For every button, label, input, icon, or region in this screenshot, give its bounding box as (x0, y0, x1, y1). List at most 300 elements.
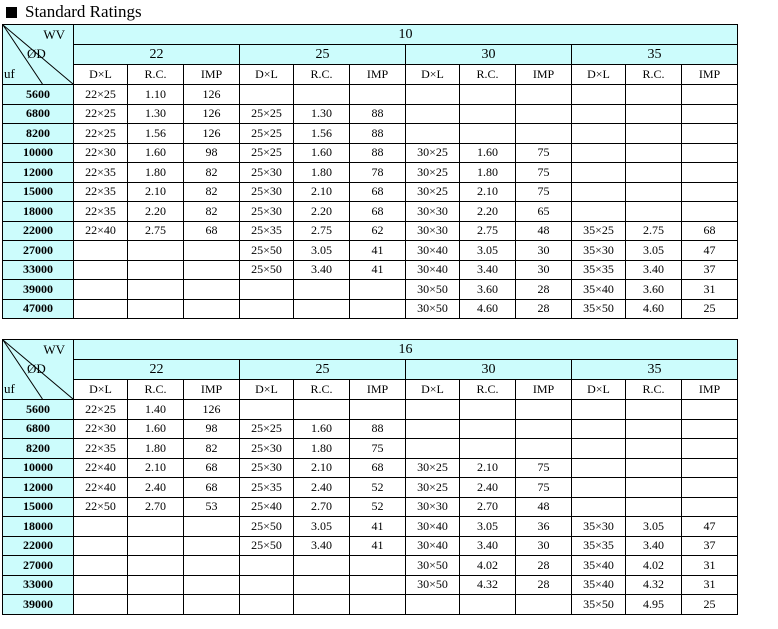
data-cell: 25×25 (240, 104, 294, 124)
data-cell: 126 (184, 400, 240, 420)
table-row (3, 478, 738, 498)
data-cell: 30×25 (406, 143, 460, 163)
table-row (3, 85, 738, 105)
data-cell: 1.30 (128, 104, 184, 124)
data-cell: 3.05 (460, 517, 516, 537)
data-cell (74, 299, 128, 319)
data-cell: 25×50 (240, 260, 294, 280)
data-cell: 28 (516, 280, 572, 300)
data-cell: 41 (350, 241, 406, 261)
table-row (3, 221, 738, 241)
data-cell (626, 124, 682, 144)
data-cell: 4.60 (626, 299, 682, 319)
data-cell (626, 143, 682, 163)
data-cell: 22×50 (74, 497, 128, 517)
capacitance-cell: 6800 (3, 419, 74, 439)
data-cell: 3.40 (460, 260, 516, 280)
capacitance-cell: 10000 (3, 143, 74, 163)
table-row (3, 104, 738, 124)
data-cell: 35×40 (572, 280, 626, 300)
capacitance-cell: 27000 (3, 241, 74, 261)
table-row (3, 163, 738, 183)
data-cell: 82 (184, 202, 240, 222)
corner-uf-label: uf (4, 66, 15, 81)
wv-header-row (3, 25, 738, 45)
data-cell (572, 163, 626, 183)
data-cell: 1.60 (294, 419, 350, 439)
data-cell: 1.60 (128, 419, 184, 439)
data-cell: 2.40 (294, 478, 350, 498)
data-cell: 88 (350, 419, 406, 439)
data-cell: 30×40 (406, 241, 460, 261)
data-cell: 4.32 (460, 575, 516, 595)
data-cell (74, 241, 128, 261)
table-row (3, 400, 738, 420)
data-cell: 35×30 (572, 241, 626, 261)
data-cell: 88 (350, 124, 406, 144)
data-cell: 25×30 (240, 458, 294, 478)
corner-uf-label: uf (4, 381, 15, 396)
data-cell (406, 104, 460, 124)
table-row (3, 439, 738, 459)
data-cell: 35×35 (572, 536, 626, 556)
capacitance-cell: 5600 (3, 400, 74, 420)
data-cell: 35×50 (572, 595, 626, 615)
subheader-cell: R.C. (460, 65, 516, 85)
data-cell: 25×25 (240, 143, 294, 163)
data-cell: 1.80 (294, 439, 350, 459)
data-cell (572, 400, 626, 420)
data-cell: 4.02 (460, 556, 516, 576)
data-cell (460, 85, 516, 105)
table-row (3, 124, 738, 144)
data-cell (682, 104, 738, 124)
data-cell: 37 (682, 536, 738, 556)
capacitance-cell: 12000 (3, 163, 74, 183)
data-cell (572, 478, 626, 498)
data-cell (682, 439, 738, 459)
data-cell: 2.70 (128, 497, 184, 517)
data-cell: 22×25 (74, 104, 128, 124)
data-cell: 25×30 (240, 202, 294, 222)
data-cell (350, 85, 406, 105)
table-row (3, 595, 738, 615)
data-cell: 2.20 (294, 202, 350, 222)
data-cell: 36 (516, 517, 572, 537)
data-cell: 25×50 (240, 536, 294, 556)
data-cell: 4.32 (626, 575, 682, 595)
data-cell (128, 536, 184, 556)
wv-header-row (3, 340, 738, 360)
subheader-cell: IMP (184, 380, 240, 400)
data-cell (682, 163, 738, 183)
corner-header-cell (3, 340, 74, 400)
wv-value-cell: 16 (74, 340, 738, 360)
data-cell: 4.95 (626, 595, 682, 615)
data-cell (572, 85, 626, 105)
data-cell: 52 (350, 478, 406, 498)
data-cell: 1.80 (128, 163, 184, 183)
data-cell (460, 104, 516, 124)
data-cell: 1.40 (128, 400, 184, 420)
diameter-header-cell: 22 (74, 45, 240, 65)
table-row (3, 517, 738, 537)
data-cell (626, 478, 682, 498)
data-cell: 2.75 (128, 221, 184, 241)
capacitance-cell: 18000 (3, 202, 74, 222)
table-row (3, 458, 738, 478)
table-row (3, 575, 738, 595)
data-cell: 1.56 (294, 124, 350, 144)
data-cell (626, 439, 682, 459)
data-cell (350, 575, 406, 595)
data-cell: 25×50 (240, 241, 294, 261)
diameter-header-cell: 25 (240, 360, 406, 380)
ratings-table-10wv (2, 24, 738, 319)
data-cell (294, 299, 350, 319)
data-cell (184, 595, 240, 615)
data-cell (294, 400, 350, 420)
subheader-cell: R.C. (294, 380, 350, 400)
data-cell: 35×30 (572, 517, 626, 537)
data-cell: 22×35 (74, 439, 128, 459)
data-cell (240, 595, 294, 615)
data-cell (74, 536, 128, 556)
data-cell: 28 (516, 575, 572, 595)
data-cell (184, 260, 240, 280)
subheader-cell: D×L (406, 380, 460, 400)
data-cell (128, 280, 184, 300)
data-cell (572, 182, 626, 202)
data-cell: 28 (516, 556, 572, 576)
data-cell (516, 85, 572, 105)
data-cell (128, 595, 184, 615)
data-cell (682, 124, 738, 144)
data-cell (128, 556, 184, 576)
data-cell: 30×50 (406, 280, 460, 300)
data-cell: 47 (682, 241, 738, 261)
data-cell (128, 260, 184, 280)
data-cell: 4.60 (460, 299, 516, 319)
data-cell (626, 497, 682, 517)
data-cell (682, 419, 738, 439)
data-cell: 1.10 (128, 85, 184, 105)
data-cell: 78 (350, 163, 406, 183)
diameter-header-cell: 30 (406, 45, 572, 65)
data-cell: 25×40 (240, 497, 294, 517)
data-cell: 35×25 (572, 221, 626, 241)
capacitance-cell: 39000 (3, 280, 74, 300)
data-cell: 35×40 (572, 556, 626, 576)
data-cell (240, 280, 294, 300)
data-cell (240, 85, 294, 105)
data-cell (572, 143, 626, 163)
data-cell (516, 419, 572, 439)
data-cell: 25×50 (240, 517, 294, 537)
data-cell: 30×50 (406, 556, 460, 576)
data-cell: 68 (350, 182, 406, 202)
data-cell: 88 (350, 143, 406, 163)
subheader-cell: D×L (572, 65, 626, 85)
data-cell: 4.02 (626, 556, 682, 576)
data-cell: 2.75 (626, 221, 682, 241)
subheader-cell: R.C. (460, 380, 516, 400)
data-cell: 35×35 (572, 260, 626, 280)
data-cell: 30×30 (406, 497, 460, 517)
data-cell: 30×40 (406, 260, 460, 280)
data-cell: 2.10 (460, 458, 516, 478)
data-cell: 30×25 (406, 182, 460, 202)
data-cell: 88 (350, 104, 406, 124)
data-cell (572, 497, 626, 517)
data-cell (294, 556, 350, 576)
data-cell: 2.70 (294, 497, 350, 517)
data-cell: 25 (682, 595, 738, 615)
data-cell: 25×25 (240, 419, 294, 439)
data-cell (240, 299, 294, 319)
data-cell (350, 556, 406, 576)
data-cell: 30 (516, 536, 572, 556)
table-row (3, 241, 738, 261)
data-cell (460, 124, 516, 144)
subheader-cell: R.C. (626, 380, 682, 400)
corner-od-label: ØD (27, 361, 46, 376)
data-cell: 3.40 (294, 260, 350, 280)
data-cell (350, 595, 406, 615)
table-row (3, 536, 738, 556)
table-row (3, 280, 738, 300)
data-cell: 2.20 (128, 202, 184, 222)
data-cell: 35×50 (572, 299, 626, 319)
data-cell: 62 (350, 221, 406, 241)
data-cell: 3.05 (626, 517, 682, 537)
data-cell: 2.70 (460, 497, 516, 517)
data-cell (626, 182, 682, 202)
capacitance-cell: 22000 (3, 221, 74, 241)
data-cell (406, 595, 460, 615)
subheader-cell: IMP (350, 380, 406, 400)
data-cell (572, 104, 626, 124)
capacitance-cell: 33000 (3, 260, 74, 280)
data-cell: 98 (184, 143, 240, 163)
data-cell (406, 85, 460, 105)
diameter-header-cell: 25 (240, 45, 406, 65)
data-cell: 30×40 (406, 536, 460, 556)
data-cell: 75 (516, 458, 572, 478)
table-row (3, 260, 738, 280)
data-cell (626, 458, 682, 478)
data-cell: 126 (184, 85, 240, 105)
data-cell: 48 (516, 221, 572, 241)
data-cell: 52 (350, 497, 406, 517)
data-cell (682, 458, 738, 478)
data-cell: 25×35 (240, 221, 294, 241)
data-cell: 31 (682, 575, 738, 595)
diameter-header-cell: 30 (406, 360, 572, 380)
subheader-cell: D×L (240, 65, 294, 85)
data-cell (350, 400, 406, 420)
data-cell (406, 124, 460, 144)
capacitance-cell: 18000 (3, 517, 74, 537)
data-cell (184, 280, 240, 300)
diameter-header-cell: 35 (572, 45, 738, 65)
data-cell: 30×50 (406, 575, 460, 595)
data-cell: 1.80 (460, 163, 516, 183)
data-cell: 68 (682, 221, 738, 241)
data-cell (626, 419, 682, 439)
corner-wv-label: WV (43, 342, 65, 357)
data-cell: 65 (516, 202, 572, 222)
capacitance-cell: 22000 (3, 536, 74, 556)
data-cell: 68 (184, 478, 240, 498)
data-cell (240, 556, 294, 576)
data-cell (294, 575, 350, 595)
data-cell: 22×40 (74, 221, 128, 241)
data-cell (184, 517, 240, 537)
ratings-table-16wv (2, 339, 738, 615)
data-cell: 30 (516, 241, 572, 261)
table-row (3, 299, 738, 319)
data-cell: 1.80 (128, 439, 184, 459)
corner-wv-label: WV (43, 27, 65, 42)
data-cell: 1.60 (294, 143, 350, 163)
data-cell: 37 (682, 260, 738, 280)
data-cell (516, 595, 572, 615)
data-cell (682, 143, 738, 163)
data-cell: 47 (682, 517, 738, 537)
corner-header-cell (3, 25, 74, 85)
data-cell: 22×25 (74, 85, 128, 105)
data-cell: 30×40 (406, 517, 460, 537)
data-cell (626, 85, 682, 105)
data-cell: 3.05 (460, 241, 516, 261)
data-cell (682, 85, 738, 105)
data-cell: 2.10 (294, 458, 350, 478)
data-cell (184, 536, 240, 556)
data-cell: 30×50 (406, 299, 460, 319)
capacitance-cell: 33000 (3, 575, 74, 595)
subheader-cell: D×L (74, 65, 128, 85)
subheader-cell: R.C. (294, 65, 350, 85)
data-cell (626, 163, 682, 183)
data-cell (460, 400, 516, 420)
data-cell (460, 595, 516, 615)
subheader-cell: R.C. (128, 65, 184, 85)
data-cell: 68 (350, 458, 406, 478)
data-cell: 22×35 (74, 202, 128, 222)
heading-text: Standard Ratings (25, 2, 142, 21)
data-cell: 30×25 (406, 163, 460, 183)
capacitance-cell: 15000 (3, 182, 74, 202)
data-cell: 30×30 (406, 221, 460, 241)
capacitance-cell: 8200 (3, 124, 74, 144)
data-cell: 1.56 (128, 124, 184, 144)
data-cell (128, 575, 184, 595)
data-cell: 75 (350, 439, 406, 459)
data-cell: 126 (184, 124, 240, 144)
data-cell: 53 (184, 497, 240, 517)
data-cell: 22×35 (74, 163, 128, 183)
data-cell: 35×40 (572, 575, 626, 595)
data-cell (294, 85, 350, 105)
data-cell (184, 299, 240, 319)
data-cell (240, 575, 294, 595)
section-heading (6, 2, 142, 22)
data-cell: 25 (682, 299, 738, 319)
data-cell: 3.40 (626, 536, 682, 556)
data-cell: 82 (184, 163, 240, 183)
data-cell: 2.40 (128, 478, 184, 498)
data-cell: 31 (682, 556, 738, 576)
data-cell: 31 (682, 280, 738, 300)
data-cell: 2.10 (128, 182, 184, 202)
data-cell: 2.20 (460, 202, 516, 222)
table-row (3, 419, 738, 439)
data-cell: 2.40 (460, 478, 516, 498)
data-cell: 25×30 (240, 182, 294, 202)
data-cell (128, 241, 184, 261)
data-cell (128, 299, 184, 319)
diameter-header-row (3, 45, 738, 65)
subheader-cell: R.C. (626, 65, 682, 85)
data-cell: 41 (350, 517, 406, 537)
data-cell: 41 (350, 260, 406, 280)
data-cell: 2.75 (460, 221, 516, 241)
data-cell (240, 400, 294, 420)
data-cell (74, 575, 128, 595)
data-cell: 82 (184, 182, 240, 202)
table-row (3, 143, 738, 163)
data-cell: 41 (350, 536, 406, 556)
capacitance-cell: 10000 (3, 458, 74, 478)
data-cell: 22×35 (74, 182, 128, 202)
data-cell (350, 299, 406, 319)
data-cell: 25×35 (240, 478, 294, 498)
data-cell (626, 400, 682, 420)
data-cell (682, 182, 738, 202)
subheader-row (3, 65, 738, 85)
data-cell (682, 478, 738, 498)
corner-od-label: ØD (27, 46, 46, 61)
capacitance-cell: 15000 (3, 497, 74, 517)
subheader-cell: D×L (406, 65, 460, 85)
data-cell: 3.40 (294, 536, 350, 556)
subheader-row (3, 380, 738, 400)
square-bullet-icon (6, 7, 17, 18)
diameter-header-row (3, 360, 738, 380)
subheader-cell: IMP (682, 65, 738, 85)
diameter-header-cell: 35 (572, 360, 738, 380)
data-cell: 126 (184, 104, 240, 124)
data-cell: 1.30 (294, 104, 350, 124)
data-cell: 68 (184, 458, 240, 478)
capacitance-cell: 39000 (3, 595, 74, 615)
data-cell: 1.60 (460, 143, 516, 163)
data-cell (184, 556, 240, 576)
data-cell: 22×30 (74, 419, 128, 439)
data-cell (516, 104, 572, 124)
data-cell: 30×25 (406, 458, 460, 478)
subheader-cell: IMP (516, 380, 572, 400)
data-cell: 48 (516, 497, 572, 517)
data-cell: 1.60 (128, 143, 184, 163)
data-cell: 3.40 (626, 260, 682, 280)
data-cell (626, 202, 682, 222)
data-cell (682, 202, 738, 222)
data-cell: 22×25 (74, 124, 128, 144)
subheader-cell: D×L (572, 380, 626, 400)
data-cell (626, 104, 682, 124)
